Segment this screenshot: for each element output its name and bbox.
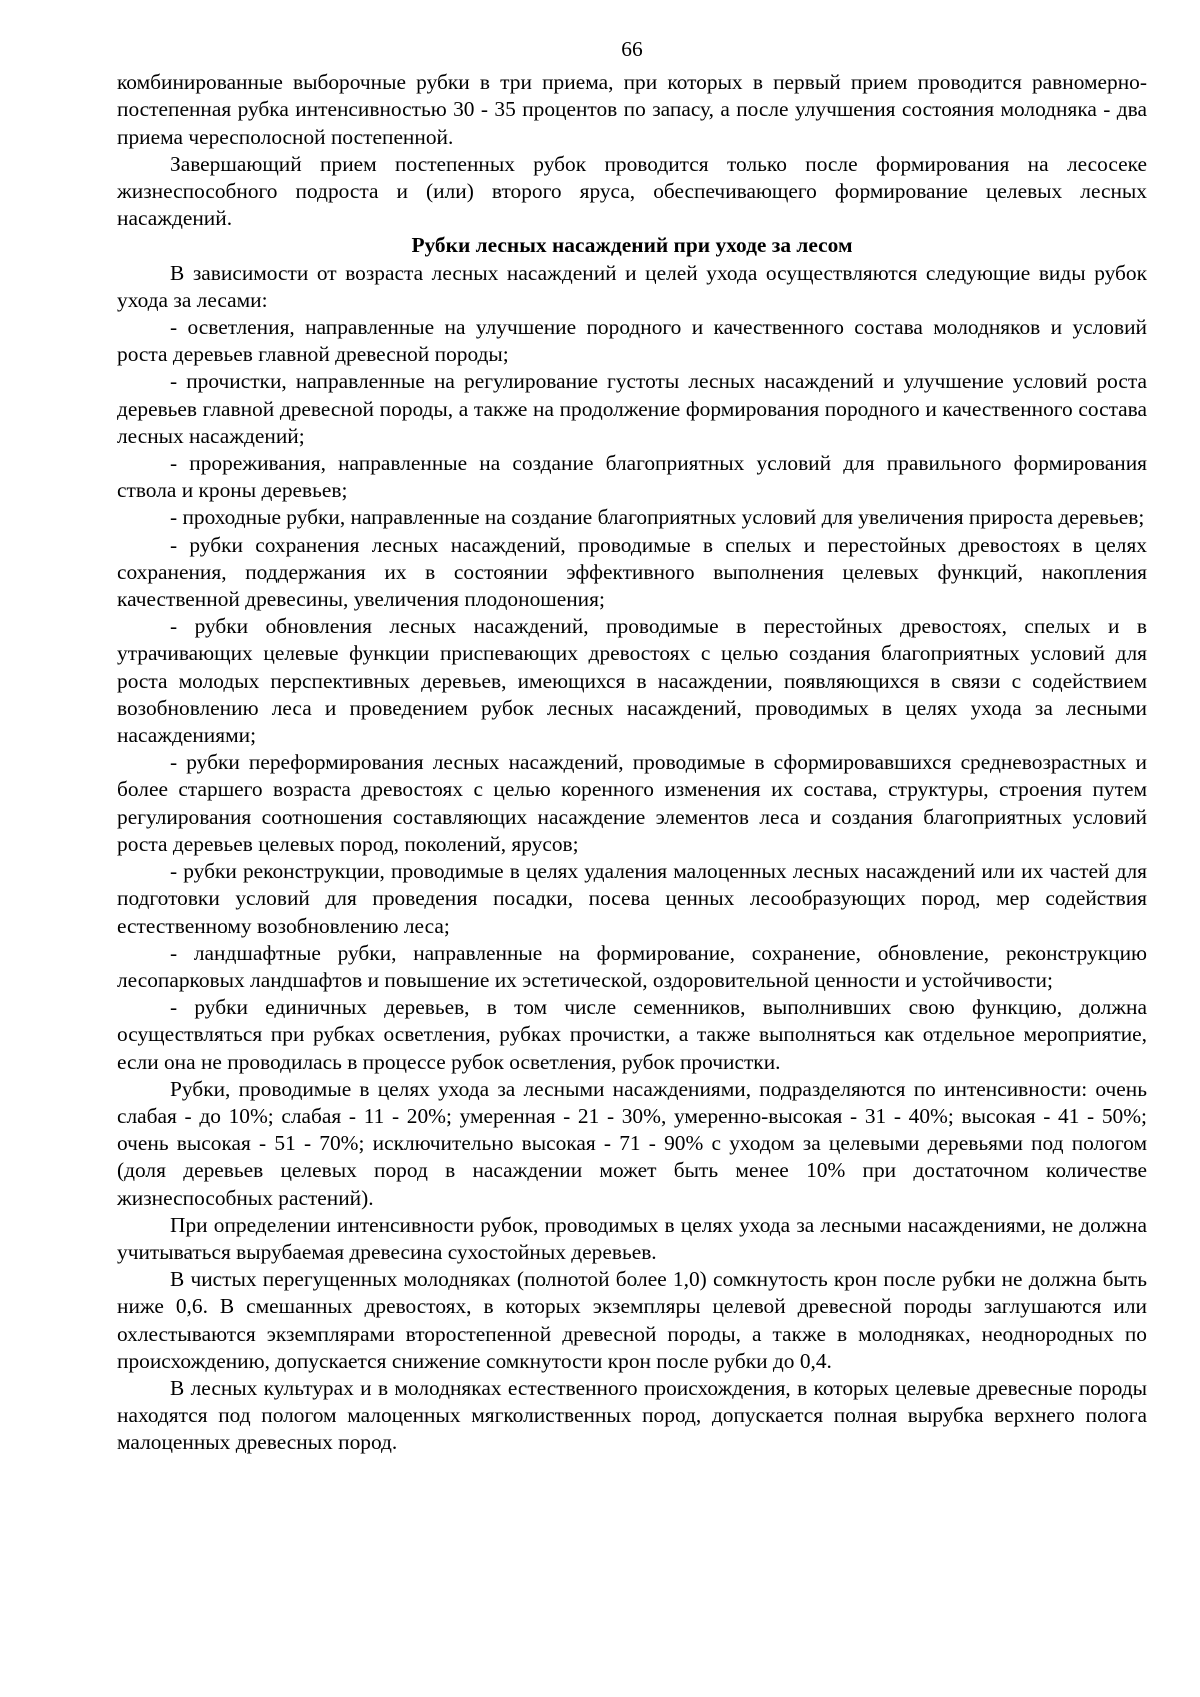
- list-item: - ландшафтные рубки, направленные на формирование, сохранение, обновление, реконструкцию лесопарковых ландшафтов и повышение их эстетической, оздоровительной ценности и устойчивости;: [117, 940, 1147, 992]
- document-page: [117, 36, 1147, 1457]
- list-item: - рубки реконструкции, проводимые в целях удаления малоценных лесных насаждений или их частей для подготовки условий для проведения посадки, посева ценных лесообразующих пород, мер содействия естественному возобновлению леса;: [117, 859, 1147, 938]
- list-item: - осветления, направленные на улучшение породного и качественного состава молодняков и условий роста деревьев главной древесной породы;: [117, 315, 1147, 367]
- paragraph: В лесных культурах и в молодняках естественного происхождения, в которых целевые древесные породы находятся под пологом малоценных мягколиственных пород, допускается полная вырубка верхнего полога малоценных древесных пород.: [117, 1375, 1147, 1455]
- paragraph-continuation: комбинированные выборочные рубки в три приема, при которых в первый прием проводится равномерно-постепенная рубка интенсивностью 30 - 35 процентов по запасу, а после улучшения состояния молодняка - два приема чересполосной постепенной.: [117, 70, 1147, 149]
- list-item: - прореживания, направленные на создание благоприятных условий для правильного формирования ствола и кроны деревьев;: [117, 451, 1147, 503]
- paragraph: В чистых перегущенных молодняках (полнотой более 1,0) сомкнутость крон после рубки не должна быть ниже 0,6. В смешанных древостоях, в которых экземпляры целевой древесной породы заглушаются или охлестываются экземплярами второстепенной древесной породы, а также в молодняках, неоднородных по происхождению, допускается снижение сомкнутости крон после рубки до 0,4.: [117, 1267, 1147, 1373]
- section-heading: Рубки лесных насаждений при уходе за лесом: [411, 233, 853, 258]
- list-item: - рубки обновления лесных насаждений, проводимые в перестойных древостоях, спелых и в утрачивающих целевые функции приспевающих древостоях с целью создания благоприятных условий для роста молодых перспективных деревьев, имеющихся в насаждении, появляющихся в связи с содействием возобновлению леса и проведением рубок лесных насаждений, проводимых в целях ухода за лесными насаждениями;: [117, 614, 1147, 748]
- paragraph: При определении интенсивности рубок, проводимых в целях ухода за лесными насаждениями, не должна учитываться вырубаемая древесина сухостойных деревьев.: [117, 1212, 1147, 1264]
- list-item: - проходные рубки, направленные на создание благоприятных условий для увеличения прироста деревьев;: [170, 505, 1145, 530]
- list-item: - прочистки, направленные на регулирование густоты лесных насаждений и улучшение условий роста деревьев главной древесной породы, а также на продолжение формирования породного и качественного состава лесных насаждений;: [117, 369, 1147, 448]
- page-number: 66: [621, 37, 643, 61]
- list-item: - рубки переформирования лесных насаждений, проводимые в сформировавшихся средневозрастных и более старшего возраста древостоях с целью коренного изменения их состава, структуры, строения путем регулирования соотношения составляющих насаждение элементов леса и создания благоприятных условий роста деревьев целевых пород, поколений, ярусов;: [117, 750, 1147, 856]
- paragraph: Рубки, проводимые в целях ухода за лесными насаждениями, подразделяются по интенсивности: очень слабая - до 10%; слабая - 11 - 20%; умеренная - 21 - 30%, умеренно-высокая - 31 - 40%; высокая - 41 - 50%; очень высокая - 51 - 70%; исключительно высокая - 71 - 90% с уходом за целевыми деревьями под пологом (доля деревьев целевых пород в насаждении может быть менее 10% при достаточном количестве жизнеспособных растений).: [117, 1076, 1147, 1210]
- list-item: - рубки единичных деревьев, в том числе семенников, выполнивших свою функцию, должна осуществляться при рубках осветления, рубках прочистки, а также выполняться как отдельное мероприятие, если она не проводилась в процессе рубок осветления, рубок прочистки.: [117, 995, 1147, 1074]
- paragraph: Завершающий прием постепенных рубок проводится только после формирования на лесосеке жизнеспособного подроста и (или) второго яруса, обеспечивающего формирование целевых лесных насаждений.: [117, 151, 1147, 231]
- paragraph: В зависимости от возраста лесных насаждений и целей ухода осуществляются следующие виды рубок ухода за лесами:: [117, 260, 1147, 312]
- list-item: - рубки сохранения лесных насаждений, проводимые в спелых и перестойных древостоях в целях сохранения, поддержания их в состоянии эффективного выполнения целевых функций, накопления качественной древесины, увеличения плодоношения;: [117, 532, 1147, 612]
